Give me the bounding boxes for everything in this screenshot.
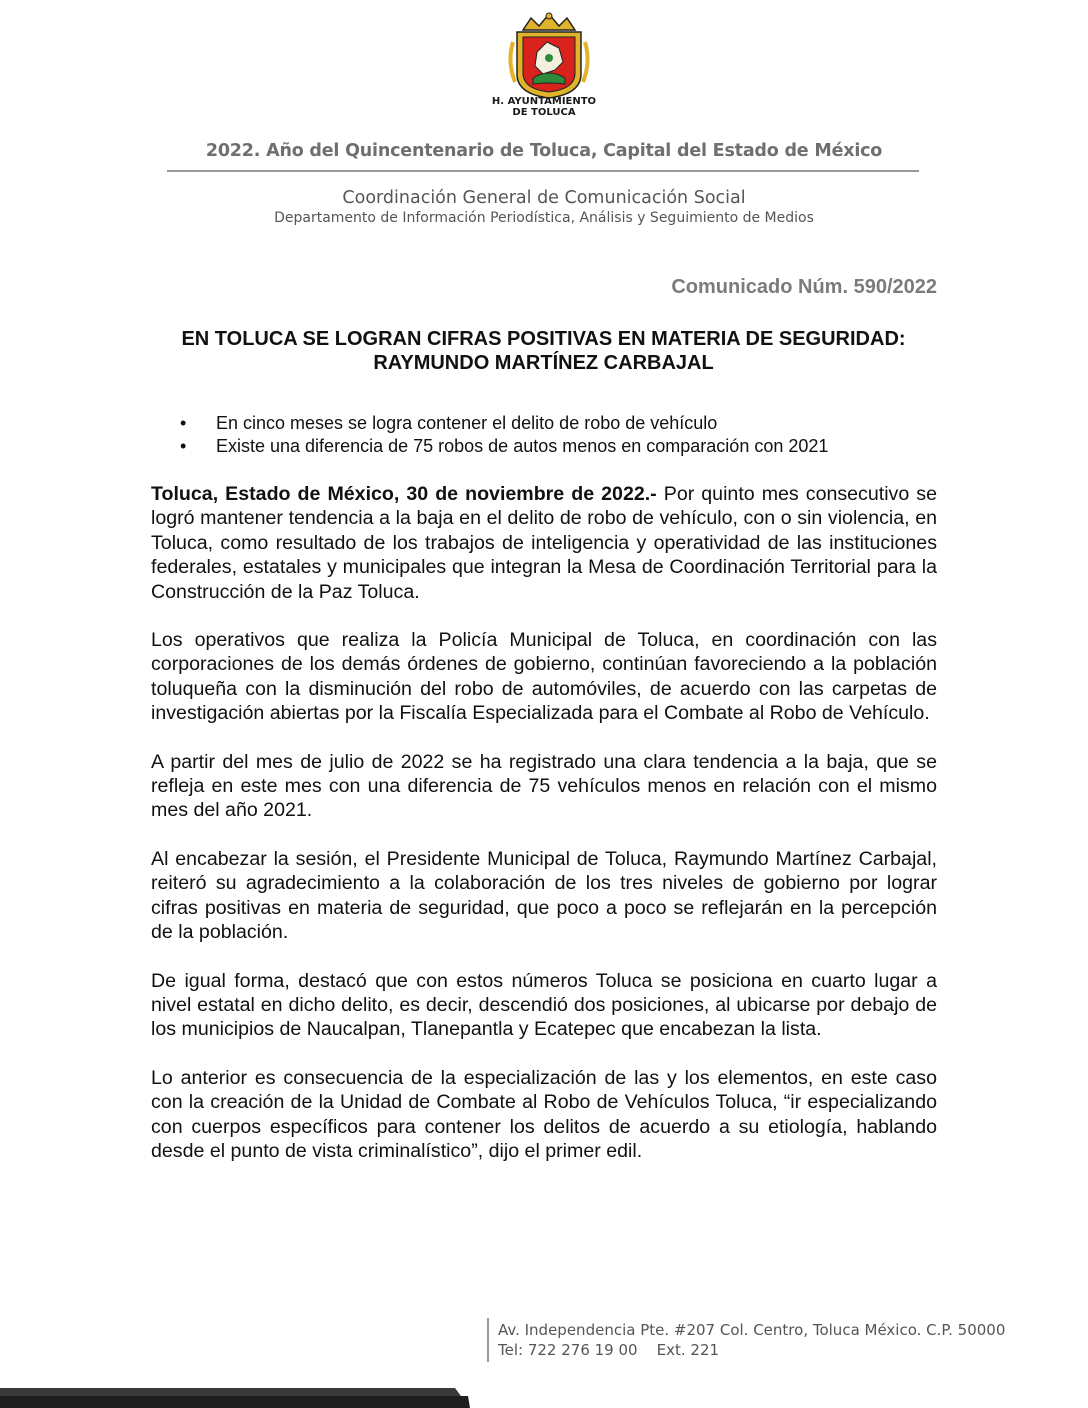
dateline: Toluca, Estado de México, 30 de noviembre de 2022.- [151,483,657,505]
paragraph [151,482,937,604]
logo-caption [470,96,618,118]
headline-line2: RAYMUNDO MARTÍNEZ CARBAJAL [373,352,714,374]
logo-caption-line1: H. AYUNTAMIENTO [491,96,597,107]
paragraph: Lo anterior es consecuencia de la especialización de las y los elementos, en este caso con la creación de la Unidad de Combate al Robo de Vehículos Toluca, “ir especializando con cuerpos específicos para contener los delitos de acuerdo a su etiología, hablando desde el punto de vista criminalístico”, dijo el primer edil. [151,1066,937,1162]
bullet-icon: • [180,413,187,433]
year-motto: 2022. Año del Quincentenario de Toluca, Capital del Estado de México [205,141,883,161]
list-item [180,435,940,458]
paragraph: Los operativos que realiza la Policía Municipal de Toluca, en coordinación con las corporaciones de los demás órdenes de gobierno, continúan favoreciendo a la población toluqueña con la disminución del robo de automóviles, de acuerdo con las carpetas de investigación abiertas por la Fiscalía Especializada para el Combate al Robo de Vehículo. [151,629,937,725]
headline-line1: EN TOLUCA SE LOGRAN CIFRAS POSITIVAS EN MATERIA DE SEGURIDAD: [181,328,906,350]
footer-phone: Tel: 722 276 19 00 Ext. 221 [498,1341,720,1359]
paragraph: De igual forma, destacó que con estos números Toluca se posiciona en cuarto lugar a nivel estatal en dicho delito, es decir, descendió dos posiciones, al ubicarse por debajo de los municipios de Naucalpan, Tlanepantla y Ecatepec que encabezan la lista. [151,969,937,1041]
release-number: Comunicado Núm. 590/2022 [671,276,937,298]
paragraph: A partir del mes de julio de 2022 se ha registrado una clara tendencia a la baja, que se refleja en este mes con una diferencia de 75 vehículos menos en relación con el mismo mes del año 2021. [151,750,937,822]
coordination-title: Coordinación General de Comunicación Social [342,188,746,208]
header-divider [167,170,919,172]
headline [150,327,937,375]
logo-caption-line2: DE TOLUCA [512,107,576,118]
department-title: Departamento de Información Periodística, Análisis y Seguimiento de Medios [274,210,814,226]
footer-divider [487,1318,489,1362]
summary-bullets [180,412,940,458]
footer-band [0,1388,470,1408]
paragraph: Al encabezar la sesión, el Presidente Municipal de Toluca, Raymundo Martínez Carbajal, reiteró su agradecimiento a la colaboración de los tres niveles de gobierno por lograr cifras positivas en materia de seguridad, que poco a poco se reflejarán en la percepción de la población. [151,847,937,944]
paragraph-text: Por quinto mes consecutivo se logró mantener tendencia a la baja en el delito de robo de vehículo, con o sin violencia, en Toluca, como resultado de los trabajos de inteligencia y operatividad de las instituciones federales, estatales y municipales que integran la Mesa de Coordinación Territorial para la Construcción de la Paz Toluca. [151,483,937,603]
release-body [151,482,937,1187]
footer-address: Av. Independencia Pte. #207 Col. Centro, Toluca México. C.P. 50000 [498,1321,1006,1339]
list-item [180,412,940,435]
bullet-text: En cinco meses se logra contener el delito de robo de vehículo [216,413,718,433]
bullet-text: Existe una diferencia de 75 robos de autos menos en comparación con 2021 [216,436,829,456]
bullet-icon: • [180,436,187,456]
